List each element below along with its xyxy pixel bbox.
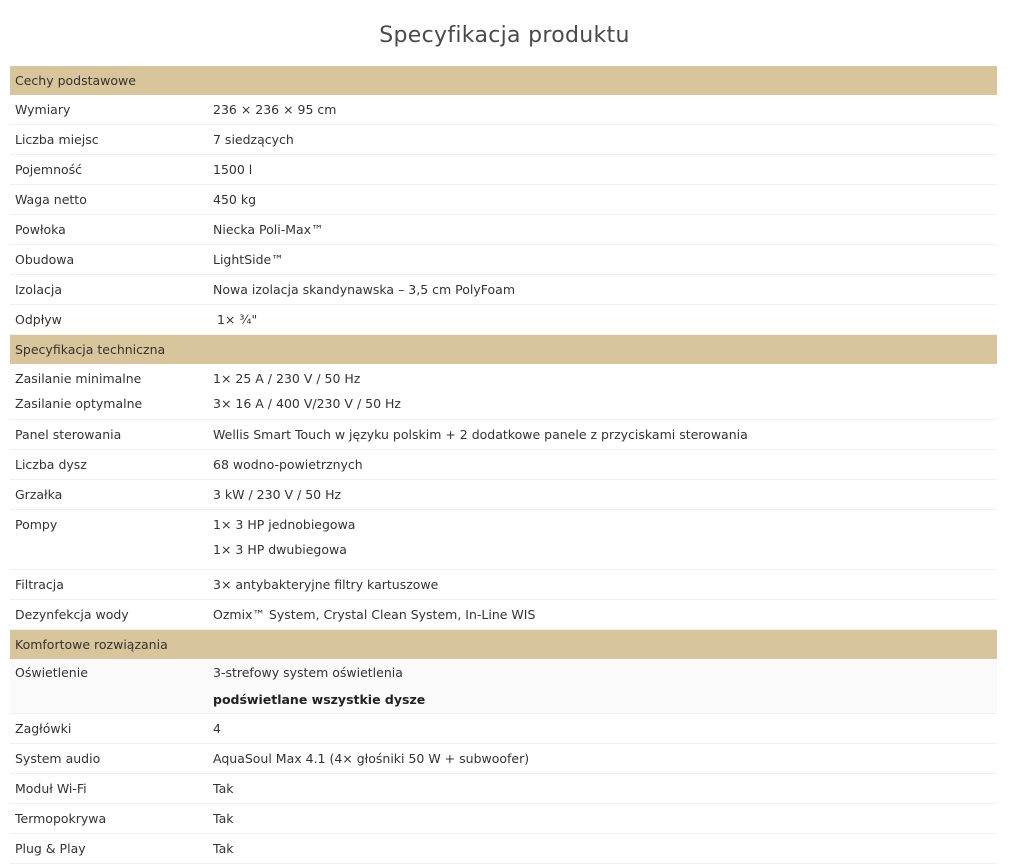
spec-label: System audio xyxy=(15,751,101,766)
spec-row xyxy=(10,804,997,834)
section-header-technical: Specyfikacja techniczna xyxy=(10,335,997,364)
spec-label: Izolacja xyxy=(15,282,63,297)
spec-row xyxy=(10,185,997,215)
spec-label: Waga netto xyxy=(15,192,87,207)
spec-value: Tak xyxy=(213,811,234,826)
spec-label: Dezynfekcja wody xyxy=(15,607,129,622)
page-title: Specyfikacja produktu xyxy=(379,22,630,48)
spec-value: 1× ¾" xyxy=(213,312,258,327)
spec-value: 7 siedzących xyxy=(213,132,294,147)
spec-value: Ozmix™ System, Crystal Clean System, In-Line WIS xyxy=(213,607,536,622)
spec-row xyxy=(10,245,997,275)
spec-row xyxy=(10,215,997,245)
spec-label: Pompy xyxy=(15,517,58,532)
spec-label: Pojemność xyxy=(15,162,83,177)
spec-row xyxy=(10,510,997,570)
spec-row xyxy=(10,600,997,630)
spec-value: 3× 16 A / 400 V/230 V / 50 Hz xyxy=(213,396,401,411)
spec-row xyxy=(10,659,997,714)
spec-label: Termopokrywa xyxy=(15,811,107,826)
spec-value: 3-strefowy system oświetlenia xyxy=(213,665,403,680)
spec-value: Niecka Poli-Max™ xyxy=(213,222,324,237)
spec-table xyxy=(10,66,997,864)
spec-label: Odpływ xyxy=(15,312,62,327)
spec-value: LightSide™ xyxy=(213,252,284,267)
spec-label: Zasilanie optymalne xyxy=(15,396,143,411)
spec-label: Oświetlenie xyxy=(15,665,88,680)
spec-value: 3 kW / 230 V / 50 Hz xyxy=(213,487,342,502)
spec-label: Zasilanie minimalne xyxy=(15,371,142,386)
spec-row xyxy=(10,420,997,450)
spec-row xyxy=(10,480,997,510)
spec-label: Liczba miejsc xyxy=(15,132,99,147)
spec-label: Grzałka xyxy=(15,487,63,502)
spec-label: Moduł Wi-Fi xyxy=(15,781,87,796)
section-header-comfort: Komfortowe rozwiązania xyxy=(10,630,997,659)
spec-label: Panel sterowania xyxy=(15,427,122,442)
spec-label: Obudowa xyxy=(15,252,75,267)
spec-value: 1× 25 A / 230 V / 50 Hz xyxy=(213,371,361,386)
spec-row xyxy=(10,95,997,125)
spec-label: Liczba dysz xyxy=(15,457,87,472)
spec-value: 1× 3 HP dwubiegowa xyxy=(213,542,347,557)
spec-label: Powłoka xyxy=(15,222,66,237)
spec-row xyxy=(10,450,997,480)
spec-row xyxy=(10,774,997,804)
spec-row xyxy=(10,155,997,185)
spec-value: Wellis Smart Touch w języku polskim + 2 dodatkowe panele z przyciskami sterowania xyxy=(213,427,748,442)
spec-row xyxy=(10,125,997,155)
spec-label: Zagłówki xyxy=(15,721,72,736)
spec-value: 236 × 236 × 95 cm xyxy=(213,102,337,117)
spec-row xyxy=(10,390,997,420)
spec-value: AquaSoul Max 4.1 (4× głośniki 50 W + subwoofer) xyxy=(213,751,530,766)
spec-value: Nowa izolacja skandynawska – 3,5 cm PolyFoam xyxy=(213,282,516,297)
spec-label: Filtracja xyxy=(15,577,64,592)
spec-value: 68 wodno-powietrznych xyxy=(213,457,363,472)
spec-row xyxy=(10,744,997,774)
spec-value: 1× 3 HP jednobiegowa xyxy=(213,517,356,532)
spec-value: Tak xyxy=(213,781,234,796)
spec-row xyxy=(10,364,997,390)
spec-value: Tak xyxy=(213,841,234,856)
spec-label: Plug & Play xyxy=(15,841,86,856)
spec-row xyxy=(10,714,997,744)
spec-value: 3× antybakteryjne filtry kartuszowe xyxy=(213,577,439,592)
spec-value: 1500 l xyxy=(213,162,253,177)
spec-row xyxy=(10,834,997,864)
spec-row xyxy=(10,305,997,335)
spec-value: 450 kg xyxy=(213,192,257,207)
section-header-basic: Cechy podstawowe xyxy=(10,66,997,95)
spec-row xyxy=(10,570,997,600)
spec-label: Wymiary xyxy=(15,102,71,117)
spec-value: 4 xyxy=(213,721,221,736)
spec-row xyxy=(10,275,997,305)
spec-value: podświetlane wszystkie dysze xyxy=(213,692,426,707)
